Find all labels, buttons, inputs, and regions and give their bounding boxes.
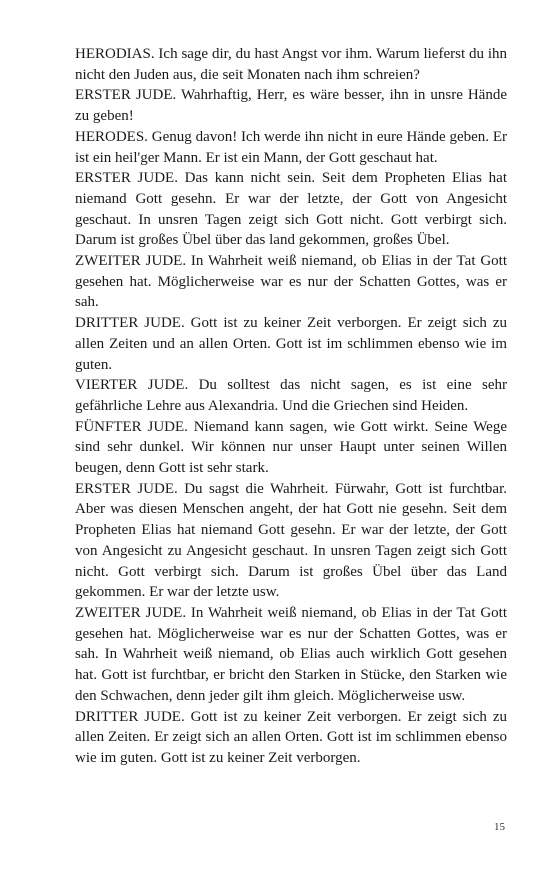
paragraph-fuenfter-jude-1: FÜNFTER JUDE. Niemand kann sagen, wie Gott wirkt. Seine Wege sind sehr dunkel. Wir können nur unser Haupt unter seinen Willen beugen, denn Gott ist sehr stark.: [75, 418, 507, 477]
paragraph-zweiter-jude-1: ZWEITER JUDE. In Wahrheit weiß niemand, ob Elias in der Tat Gott gesehen hat. Möglicherweise war es nur der Schatten Gottes, was er sah.: [75, 253, 507, 311]
paragraph-erster-jude-3: ERSTER JUDE. Du sagst die Wahrheit. Fürwahr, Gott ist furchtbar. Aber was diesen Menschen angeht, der hat Gott nie gesehn. Seit dem Propheten Elias hat niemand Gott gesehn. Er war der letzte, der Gott von Angesicht zu Angesicht geschaut. In unsren Tagen zeigt sich Gott nicht. Gott verbirgt sich. Darum ist großes Übel über das Land gekommen. Er war der letzte usw.: [75, 480, 507, 601]
paragraph-herodias-1: HERODIAS. Ich sage dir, du hast Angst vor ihm. Warum lieferst du ihn nicht den Juden aus, die seit Monaten nach ihm schreien?: [75, 46, 507, 83]
paragraph-dritter-jude-2: DRITTER JUDE. Gott ist zu keiner Zeit verborgen. Er zeigt sich zu allen Zeiten. Er zeigt sich an allen Orten. Gott ist im schlimmen ebenso wie im guten. Gott ist zu keiner Zeit verborgen.: [75, 708, 507, 766]
paragraph-herodes-1: HERODES. Genug davon! Ich werde ihn nicht in eure Hände geben. Er ist ein heil'ger Mann. Er ist ein Mann, der Gott geschaut hat.: [75, 128, 507, 166]
paragraph-erster-jude-2: ERSTER JUDE. Das kann nicht sein. Seit dem Propheten Elias hat niemand Gott gesehn. Er war der letzte, der Gott von Angesicht geschaut. In unsren Tagen zeigt sich Gott nicht. Gott verbirgt sich. Darum ist großes Übel über das land gekommen, großes Übel.: [75, 170, 507, 249]
page-number: 15: [494, 821, 505, 833]
paragraph-zweiter-jude-2: ZWEITER JUDE. In Wahrheit weiß niemand, ob Elias in der Tat Gott gesehen hat. Möglicherweise war es nur der Schatten Gottes, was er sah. In Wahrheit weiß niemand, ob Elias auch wirklich Gott gesehen hat. Gott ist furchtbar, er bricht den Starken in Stücke, den Starken wie den Schwachen, denn jeder gilt ihm gleich. Möglicherweise usw.: [75, 604, 507, 704]
paragraph-dritter-jude-1: DRITTER JUDE. Gott ist zu keiner Zeit verborgen. Er zeigt sich zu allen Zeiten und an allen Orten. Gott ist im schlimmen ebenso wie im guten.: [75, 315, 507, 373]
paragraph-erster-jude-1: ERSTER JUDE. Wahrhaftig, Herr, es wäre besser, ihn in unsre Hände zu geben!: [75, 87, 507, 125]
page-text-block: [75, 44, 507, 769]
paragraph-vierter-jude-1: VIERTER JUDE. Du solltest das nicht sagen, es ist eine sehr gefährliche Lehre aus Alexandria. Und die Griechen sind Heiden.: [75, 377, 507, 414]
